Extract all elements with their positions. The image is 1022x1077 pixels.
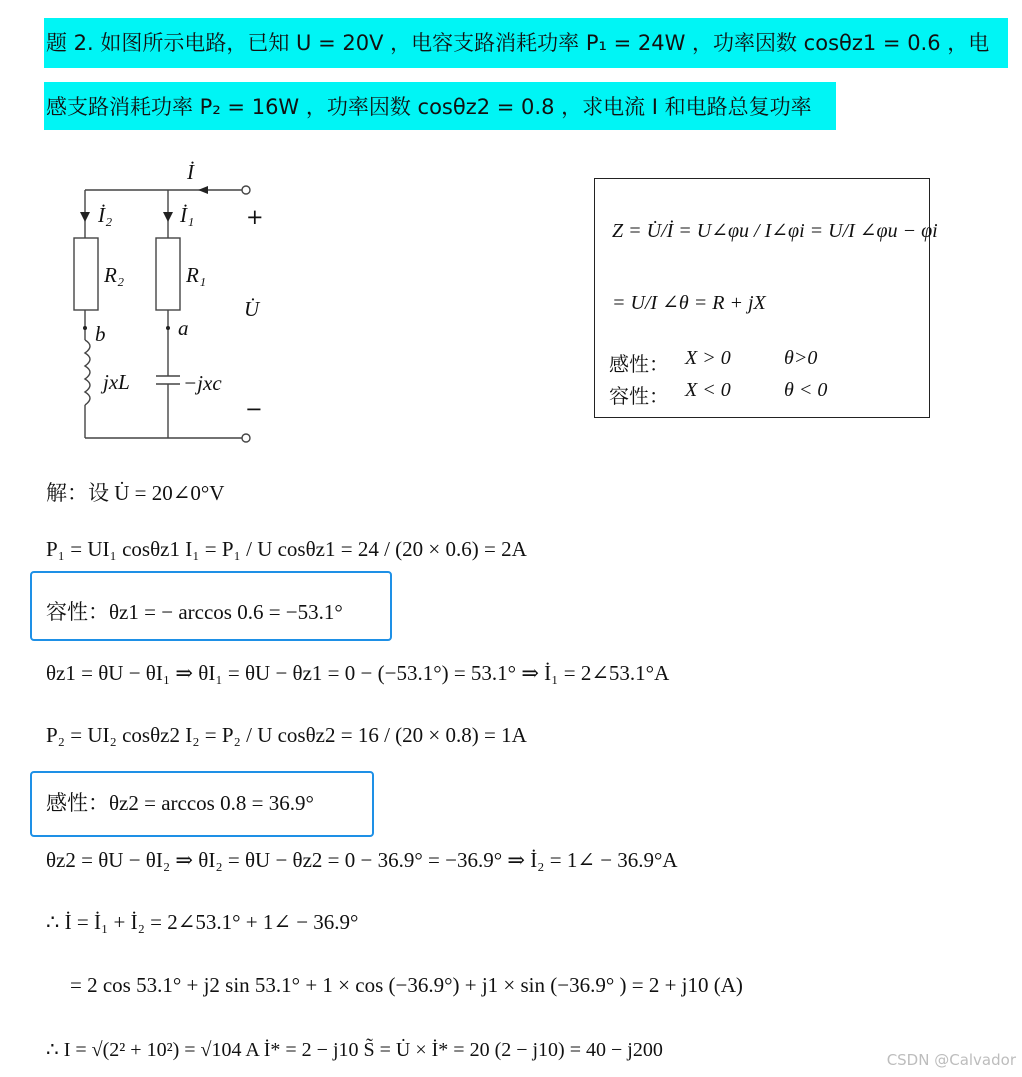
label-node-b: b xyxy=(95,322,106,346)
formula-capacitive-label: 容性： xyxy=(609,384,669,408)
formula-inductive-theta: θ>0 xyxy=(784,347,818,369)
formula-capacitive-x: X < 0 xyxy=(685,379,731,401)
label-current-2: İ₂ xyxy=(98,203,113,227)
formula-inductive-x: X > 0 xyxy=(685,347,731,369)
label-r2: R₂ xyxy=(104,263,125,287)
label-current-1: İ₁ xyxy=(180,203,195,227)
solution-line-1: 解：设 U̇ = 20∠0°V xyxy=(46,481,225,505)
solution-line-9: = 2 cos 53.1° + j2 sin 53.1° + 1 × cos (−36.9°) + j1 × sin (−36.9° ) = 2 + j10 (A) xyxy=(70,973,743,997)
formula-line-2: = U/I ∠θ = R + jX xyxy=(612,292,766,314)
label-minus: − xyxy=(245,397,263,421)
solution-line-3: 容性：θz1 = − arccos 0.6 = −53.1° xyxy=(46,600,343,624)
label-capacitor: −jxc xyxy=(183,371,222,395)
solution-line-2: P₁ = UI₁ cosθz1 I₁ = P₁ / U cosθz1 = 24 / (20 × 0.6) = 2A xyxy=(46,537,527,561)
formula-inductive-label: 感性： xyxy=(609,352,669,376)
label-voltage: U̇ xyxy=(244,297,260,321)
solution-line-5: P₂ = UI₂ cosθz2 I₂ = P₂ / U cosθz2 = 16 / (20 × 0.8) = 1A xyxy=(46,723,527,747)
label-plus: + xyxy=(246,205,264,229)
label-r1: R₁ xyxy=(186,263,207,287)
solution-line-10: ∴ I = √(2² + 10²) = √104 A İ* = 2 − j10 S̃ = U̇ × İ* = 20 (2 − j10) = 40 − j200 xyxy=(46,1039,663,1061)
problem-line-2: 感支路消耗功率 P₂ = 16W ，功率因数 cosθz2 = 0.8 ，求电流 I 和电路总复功率 xyxy=(46,95,812,119)
solution-line-6: 感性：θz2 = arccos 0.8 = 36.9° xyxy=(46,791,314,815)
watermark: CSDN @Calvador xyxy=(886,1051,1016,1069)
solution-line-4: θz1 = θU − θI₁ ⇒ θI₁ = θU − θz1 = 0 − (−53.1°) = 53.1° ⇒ İ₁ = 2∠53.1°A xyxy=(46,661,670,685)
solution-line-7: θz2 = θU − θI₂ ⇒ θI₂ = θU − θz2 = 0 − 36.9° = −36.9° ⇒ İ₂ = 1∠ − 36.9°A xyxy=(46,848,678,872)
label-inductor: jxL xyxy=(103,370,130,394)
formula-capacitive-theta: θ < 0 xyxy=(784,379,828,401)
formula-line-1: Z = U̇/İ = U∠φu / I∠φi = U/I ∠φu − φi xyxy=(612,220,938,242)
problem-line-1: 题 2. 如图所示电路，已知 U = 20V ，电容支路消耗功率 P₁ = 24W ，功率因数 cosθz1 = 0.6 ，电 xyxy=(46,31,990,55)
label-node-a: a xyxy=(178,316,189,340)
label-current-total: İ xyxy=(187,160,194,184)
solution-line-8: ∴ İ = İ₁ + İ₂ = 2∠53.1° + 1∠ − 36.9° xyxy=(46,910,359,934)
